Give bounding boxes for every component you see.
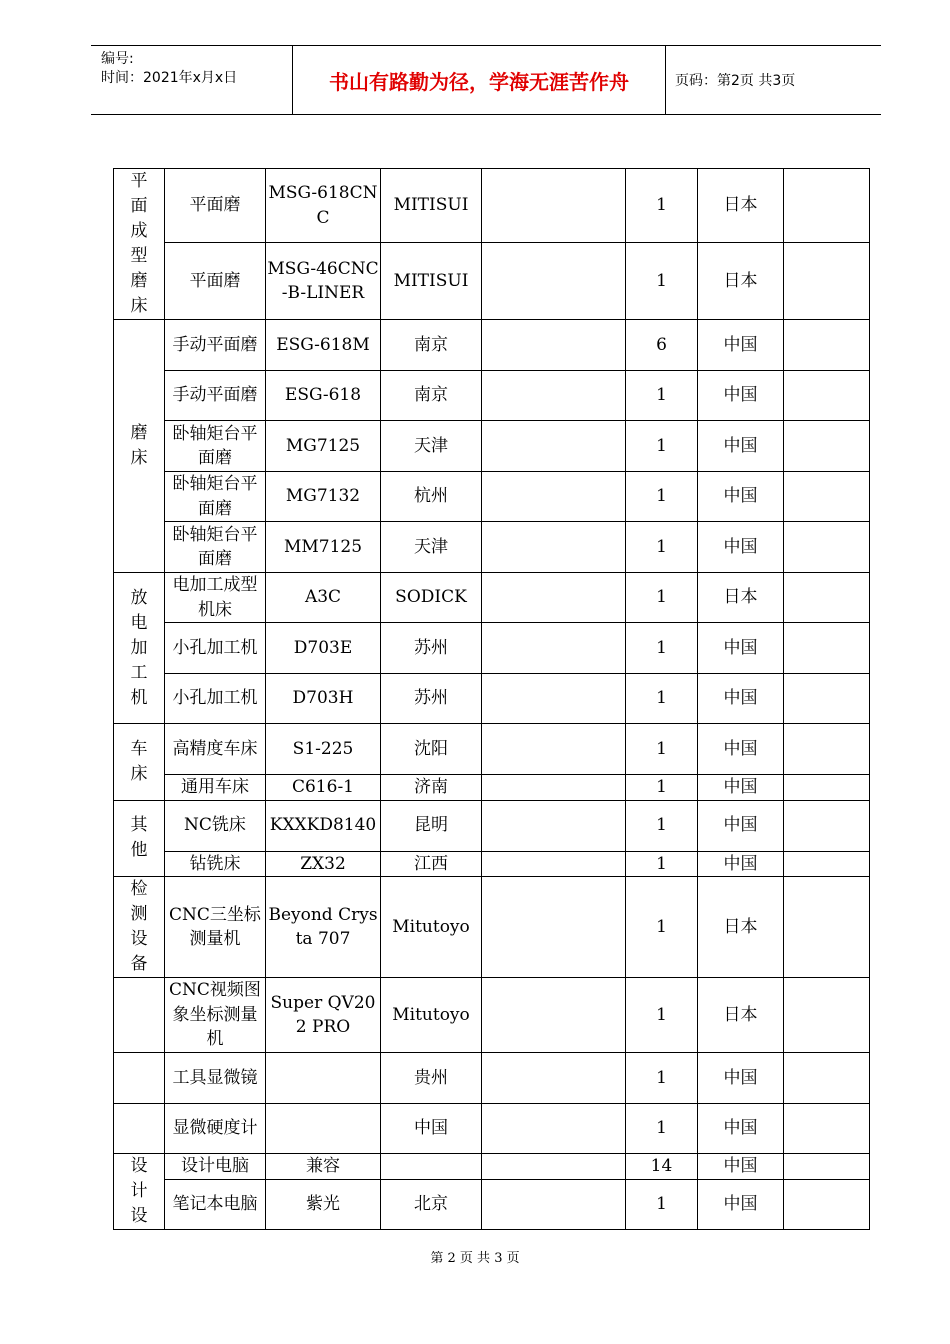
spec-cell [482,775,626,801]
category-cell [114,800,165,877]
maker-cell: 北京 [381,1179,482,1229]
maker-cell: 沈阳 [381,724,482,775]
device-name-cell: 平面磨 [165,243,266,320]
maker-cell: 贵州 [381,1053,482,1104]
category-cell [114,573,165,724]
device-name-cell: 笔记本电脑 [165,1179,266,1229]
device-name-cell: 钻铣床 [165,851,266,877]
maker-cell: 中国 [381,1104,482,1154]
table-row [114,1053,870,1104]
category-label: 检测设备 [130,879,148,974]
quantity-cell: 1 [626,674,698,724]
spec-cell [482,243,626,320]
quantity-cell: 14 [626,1154,698,1180]
category-cell [114,978,165,1053]
table-row [114,724,870,775]
model-cell: MG7125 [266,421,381,472]
device-name-cell: 工具显微镜 [165,1053,266,1104]
note-cell [784,674,870,724]
note-cell [784,472,870,522]
origin-cell: 中国 [698,674,784,724]
category-cell [114,1053,165,1104]
table-row [114,775,870,801]
header-number: 编号: [101,51,134,67]
note-cell [784,1179,870,1229]
maker-cell [381,1154,482,1180]
header-time: 时间：2021年x月x日 [101,70,238,86]
maker-cell: 天津 [381,522,482,573]
category-cell [114,724,165,801]
origin-cell: 中国 [698,775,784,801]
maker-cell: 济南 [381,775,482,801]
model-cell: ZX32 [266,851,381,877]
table-row [114,674,870,724]
page-footer: 第 2 页 共 3 页 [430,1251,520,1266]
maker-cell: 杭州 [381,472,482,522]
model-cell: S1-225 [266,724,381,775]
table-row [114,1179,870,1229]
table-row [114,421,870,472]
spec-cell [482,800,626,851]
table-row [114,573,870,623]
note-cell [784,800,870,851]
quantity-cell: 1 [626,800,698,851]
table-row [114,800,870,851]
device-name-cell: 手动平面磨 [165,320,266,371]
origin-cell: 中国 [698,421,784,472]
quantity-cell: 1 [626,851,698,877]
model-cell: MG7132 [266,472,381,522]
table-row [114,472,870,522]
note-cell [784,573,870,623]
maker-cell: 苏州 [381,623,482,674]
quantity-cell: 1 [626,775,698,801]
model-cell [266,1053,381,1104]
category-label: 磨床 [130,423,148,468]
table-row [114,978,870,1053]
note-cell [784,877,870,978]
quantity-cell: 1 [626,371,698,421]
spec-cell [482,1154,626,1180]
model-cell: Beyond Crysta 707 [266,877,381,978]
spec-cell [482,573,626,623]
quantity-cell: 1 [626,243,698,320]
maker-cell: 江西 [381,851,482,877]
table-row [114,877,870,978]
origin-cell: 中国 [698,1179,784,1229]
device-name-cell: 卧轴矩台平面磨 [165,421,266,472]
spec-cell [482,851,626,877]
note-cell [784,421,870,472]
origin-cell: 日本 [698,978,784,1053]
category-cell [114,320,165,573]
device-name-cell: 设计电脑 [165,1154,266,1180]
quantity-cell: 1 [626,169,698,243]
category-label: 其他 [130,815,148,861]
table-row [114,169,870,243]
note-cell [784,522,870,573]
device-name-cell: CNC视频图象坐标测量机 [165,978,266,1053]
category-label: 设计设 [130,1156,148,1226]
category-cell [114,1154,165,1230]
table-row [114,522,870,573]
origin-cell: 日本 [698,169,784,243]
spec-cell [482,522,626,573]
origin-cell: 中国 [698,371,784,421]
model-cell: MM7125 [266,522,381,573]
device-name-cell: 高精度车床 [165,724,266,775]
origin-cell: 中国 [698,1154,784,1180]
model-cell: ESG-618 [266,371,381,421]
table-row [114,320,870,371]
model-cell [266,1104,381,1154]
device-name-cell: 小孔加工机 [165,623,266,674]
quantity-cell: 1 [626,472,698,522]
model-cell: MSG-618CNC [266,169,381,243]
origin-cell: 日本 [698,877,784,978]
origin-cell: 中国 [698,800,784,851]
quantity-cell: 1 [626,522,698,573]
table-row [114,1104,870,1154]
category-cell [114,1104,165,1154]
note-cell [784,1154,870,1180]
spec-cell [482,978,626,1053]
note-cell [784,1053,870,1104]
quantity-cell: 6 [626,320,698,371]
device-name-cell: 卧轴矩台平面磨 [165,522,266,573]
category-label: 车床 [130,738,148,784]
origin-cell: 中国 [698,1104,784,1154]
origin-cell: 中国 [698,623,784,674]
model-cell: C616-1 [266,775,381,801]
category-cell [114,169,165,320]
device-name-cell: CNC三坐标测量机 [165,877,266,978]
quantity-cell: 1 [626,1179,698,1229]
quantity-cell: 1 [626,623,698,674]
maker-cell: Mitutoyo [381,877,482,978]
quantity-cell: 1 [626,877,698,978]
maker-cell: MITISUI [381,243,482,320]
spec-cell [482,421,626,472]
category-cell [114,877,165,978]
note-cell [784,243,870,320]
quantity-cell: 1 [626,421,698,472]
maker-cell: 昆明 [381,800,482,851]
header-page-number: 页码：第2页 共3页 [675,73,796,89]
quantity-cell: 1 [626,1104,698,1154]
spec-cell [482,623,626,674]
note-cell [784,320,870,371]
category-label: 平面成型磨床 [130,171,148,316]
quantity-cell: 1 [626,573,698,623]
device-name-cell: 卧轴矩台平面磨 [165,472,266,522]
note-cell [784,775,870,801]
table-row [114,371,870,421]
model-cell: Super QV202 PRO [266,978,381,1053]
maker-cell: Mitutoyo [381,978,482,1053]
device-name-cell: 小孔加工机 [165,674,266,724]
table-row [114,243,870,320]
maker-cell: 南京 [381,320,482,371]
quantity-cell: 1 [626,724,698,775]
maker-cell: SODICK [381,573,482,623]
model-cell: D703H [266,674,381,724]
origin-cell: 中国 [698,472,784,522]
model-cell: 紫光 [266,1179,381,1229]
origin-cell: 日本 [698,243,784,320]
spec-cell [482,320,626,371]
model-cell: MSG-46CNC-B-LINER [266,243,381,320]
note-cell [784,169,870,243]
origin-cell: 中国 [698,522,784,573]
model-cell: D703E [266,623,381,674]
note-cell [784,1104,870,1154]
table-row [114,851,870,877]
note-cell [784,978,870,1053]
quantity-cell: 1 [626,978,698,1053]
spec-cell [482,472,626,522]
model-cell: A3C [266,573,381,623]
note-cell [784,724,870,775]
origin-cell: 中国 [698,724,784,775]
category-label: 放电加工机 [130,587,148,708]
device-name-cell: 电加工成型机床 [165,573,266,623]
maker-cell: MITISUI [381,169,482,243]
device-name-cell: 平面磨 [165,169,266,243]
device-name-cell: 通用车床 [165,775,266,801]
spec-cell [482,674,626,724]
maker-cell: 天津 [381,421,482,472]
origin-cell: 日本 [698,573,784,623]
maker-cell: 苏州 [381,674,482,724]
device-name-cell: 手动平面磨 [165,371,266,421]
note-cell [784,623,870,674]
model-cell: ESG-618M [266,320,381,371]
note-cell [784,371,870,421]
table-row [114,623,870,674]
header-divider [665,46,666,114]
spec-cell [482,1053,626,1104]
spec-cell [482,1179,626,1229]
origin-cell: 中国 [698,1053,784,1104]
table-row [114,1154,870,1180]
spec-cell [482,169,626,243]
header-meta [101,50,237,88]
spec-cell [482,371,626,421]
spec-cell [482,877,626,978]
device-name-cell: 显微硬度计 [165,1104,266,1154]
model-cell: 兼容 [266,1154,381,1180]
origin-cell: 中国 [698,320,784,371]
page-header [91,45,881,115]
model-cell: KXXKD8140 [266,800,381,851]
spec-cell [482,1104,626,1154]
spec-cell [482,724,626,775]
device-name-cell: NC铣床 [165,800,266,851]
note-cell [784,851,870,877]
origin-cell: 中国 [698,851,784,877]
header-motto: 书山有路勤为径，学海无涯苦作舟 [329,69,629,94]
equipment-table [113,168,870,1230]
maker-cell: 南京 [381,371,482,421]
quantity-cell: 1 [626,1053,698,1104]
